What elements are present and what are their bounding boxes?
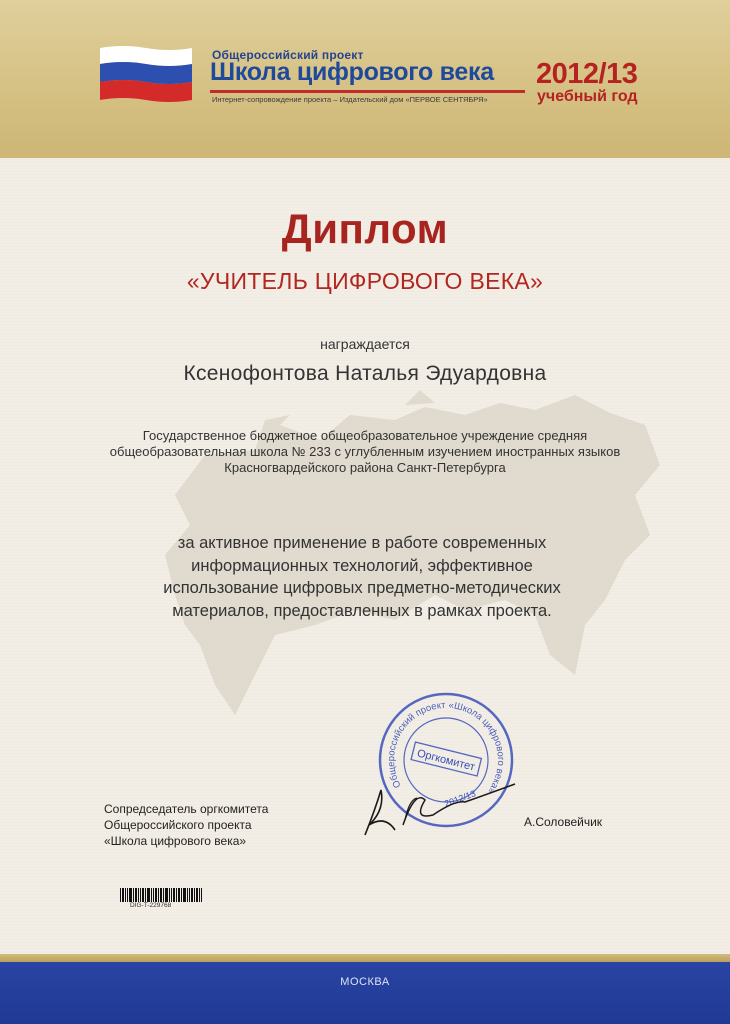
school-line-1: Государственное бюджетное общеобразовательное учреждение средняя (142, 428, 588, 443)
russian-flag-icon (100, 44, 192, 102)
stamp-ring-text: Общероссийский проект «Школа цифрового века» (385, 699, 507, 796)
stamp-year: 2012/13 (443, 788, 478, 809)
reason-line-3: использование цифровых предметно-методических (163, 579, 561, 597)
signer-name: А.Соловейчик (524, 815, 603, 829)
footer-band (0, 962, 730, 1024)
awarded-label: награждается (320, 336, 410, 352)
recipient-name: Ксенофонтова Наталья Эдуардовна (183, 362, 547, 385)
header-band (0, 0, 730, 158)
footer-city: МОСКВА (340, 976, 390, 988)
school-line-3: Красногвардейского района Санкт-Петербурга (224, 460, 506, 475)
project-title-underline (210, 90, 525, 93)
signer-role-line-2: Общероссийского проекта (104, 818, 252, 832)
reason-line-2: информационных технологий, эффективное (191, 556, 533, 575)
stamp-center-text: Оргкомитет (415, 747, 477, 774)
project-subtitle: Интернет-сопровождение проекта – Издательский дом «ПЕРВОЕ СЕНТЯБРЯ» (212, 95, 488, 104)
academic-year-label: учебный год (537, 88, 638, 105)
signer-role-line-1: Сопредседатель оргкомитета (104, 802, 269, 816)
handwritten-signature-icon (345, 770, 520, 840)
project-small-title: Общероссийский проект (212, 48, 364, 62)
reason-line-4: материалов, предоставленных в рамках проекта. (172, 601, 552, 620)
signer-role (104, 801, 268, 849)
nomination-title: «УЧИТЕЛЬ ЦИФРОВОГО ВЕКА» (186, 268, 544, 294)
reason-line-1: за активное применение в работе современных (177, 534, 547, 552)
footer-gold-stripe (0, 954, 730, 962)
diploma-title: Диплом (281, 205, 449, 252)
academic-year: 2012/13 (536, 58, 638, 90)
school-line-2: общеобразовательная школа № 233 с углубленным изучением иностранных языков (109, 444, 621, 459)
project-title: Школа цифрового века (210, 58, 494, 86)
signer-role-line-3: «Школа цифрового века» (104, 834, 247, 848)
barcode-id: DIG-T-229768 (130, 902, 172, 909)
award-reason (112, 532, 612, 622)
barcode-icon (120, 888, 202, 902)
